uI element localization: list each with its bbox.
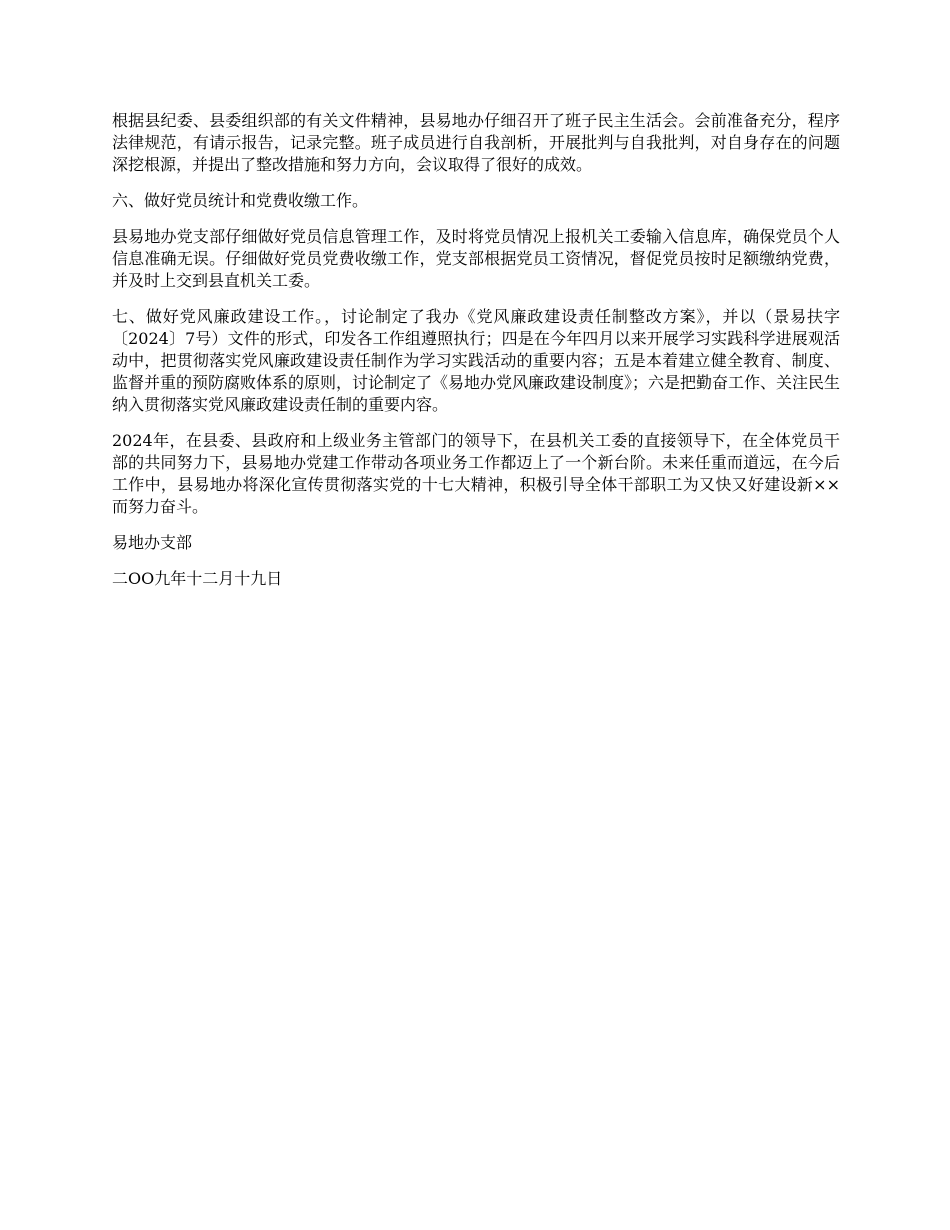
paragraph-member-info-and-dues: 县易地办党支部仔细做好党员信息管理工作，及时将党员情况上报机关工委输入信息库，确保党员个人信息准确无误。仔细做好党员党费收缴工作，党支部根据党员工资情况，督促党员按时足额缴纳党费，并及时上交到县直机关工委。 — [112, 227, 840, 290]
paragraph-summary-outlook: 2024年，在县委、县政府和上级业务主管部门的领导下，在县机关工委的直接领导下，在全体党员干部的共同努力下，县易地办党建工作带动各项业务工作都迈上了一个新台阶。未来任重而道远，在今后工作中，县易地办将深化宣传贯彻落实党的十七大精神，积极引导全体干部职工为又快又好建设新××而努力奋斗。 — [112, 431, 840, 516]
section-heading-member-statistics: 六、做好党员统计和党费收缴工作。 — [112, 191, 369, 210]
paragraph-clean-governance: 七、做好党风廉政建设工作。，讨论制定了我办《党风廉政建设责任制整改方案》，并以（景易扶字〔2024〕7号）文件的形式，印发各工作组遵照执行；四是在今年四月以来开展学习实践科学进展观活动中，把贯彻落实党风廉政建设责任制作为学习实践活动的重要内容；五是本着建立健全教育、制度、监督并重的预防腐败体系的原则，讨论制定了《易地办党风廉政建设制度》；六是把勤奋工作、关注民生纳入贯彻落实党风廉政建设责任制的重要内容。 — [112, 307, 841, 414]
paragraph-democratic-life-meeting: 根据县纪委、县委组织部的有关文件精神，县易地办仔细召开了班子民主生活会。会前准备充分，程序法律规范，有请示报告，记录完整。班子成员进行自我剖析，开展批判与自我批判，对自身存在的问题深挖根源，并提出了整改措施和努力方向，会议取得了很好的成效。 — [112, 111, 840, 174]
signature-branch-name: 易地办支部 — [112, 533, 193, 552]
signature-date: 二OO九年十二月十九日 — [112, 569, 283, 588]
